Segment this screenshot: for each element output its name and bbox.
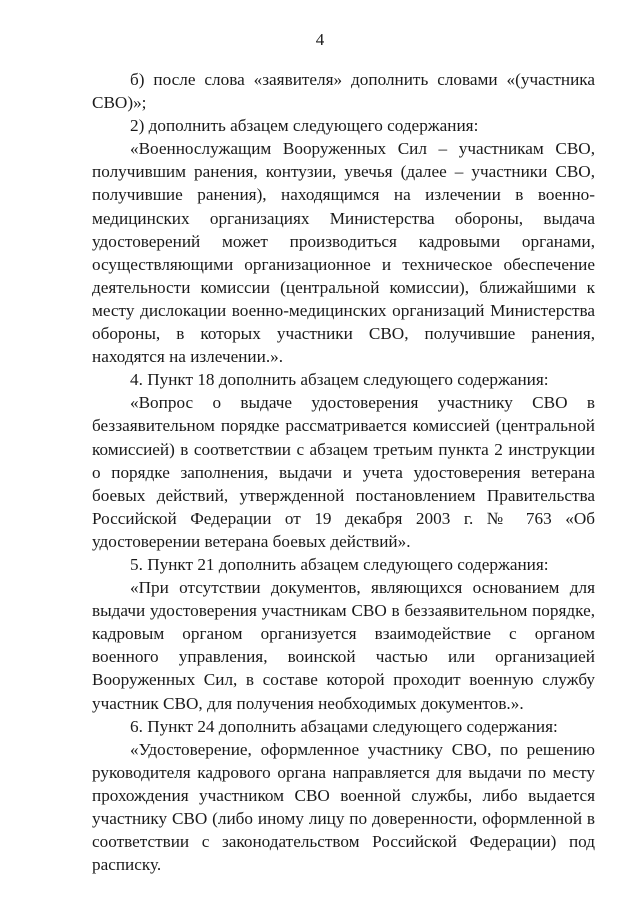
paragraph-5-quote: «При отсутствии документов, являющихся основанием для выдачи удостоверения участникам СВО в беззаявительном порядке, кадровым органом организуется взаимодействие с органом военного управления, воинской частью или организацией Вооруженных Сил, в составе которой проходит военную службу участник СВО, для получения необходимых документов.».: [92, 578, 595, 713]
paragraph-4: 4. Пункт 18 дополнить абзацем следующего содержания:: [130, 370, 549, 390]
paragraph-6-quote: «Удостоверение, оформленное участнику СВО, по решению руководителя кадрового органа направляется для выдачи по месту прохождения участником СВО военной службы, либо выдается участнику СВО (либо иному лицу по доверенности, оформленной в соответствии с законодательством Российской Федерации) под расписку.: [92, 739, 595, 875]
paragraph-2: 2) дополнить абзацем следующего содержания:: [130, 116, 479, 136]
paragraph-4-quote: «Вопрос о выдаче удостоверения участнику СВО в беззаявительном порядке рассматривается комиссией (центральной комиссией) в соответствии с абзацем третьим пункта 2 инструкции о порядке заполнения, выдачи и учета удостоверения ветерана боевых действий, утвержденной постановлением Правительства Российской Федерации от 19 декабря 2003 г. № 763 «Об удостоверении ветерана боевых действий».: [92, 393, 595, 551]
document-body: [92, 68, 595, 876]
paragraph-2-quote: «Военнослужащим Вооруженных Сил – участникам СВО, получившим ранения, контузии, увечья (далее – участники СВО, получившие ранения), находящимся на излечении в военно-медицинских организациях Министерства обороны, выдача удостоверений может производиться кадровыми органами, осуществляющими организационное и техническое обеспечение деятельности комиссии (центральной комиссии), ближайшими к месту дислокации военно-медицинских организаций Министерства обороны, в которых участники СВО, получившие ранения, находятся на излечении.».: [92, 139, 595, 367]
paragraph-b: б) после слова «заявителя» дополнить словами «(участника СВО)»;: [92, 70, 595, 113]
paragraph-6: 6. Пункт 24 дополнить абзацами следующего содержания:: [130, 716, 558, 736]
paragraph-5: 5. Пункт 21 дополнить абзацем следующего содержания:: [130, 554, 549, 574]
page-number: 4: [315, 30, 325, 49]
